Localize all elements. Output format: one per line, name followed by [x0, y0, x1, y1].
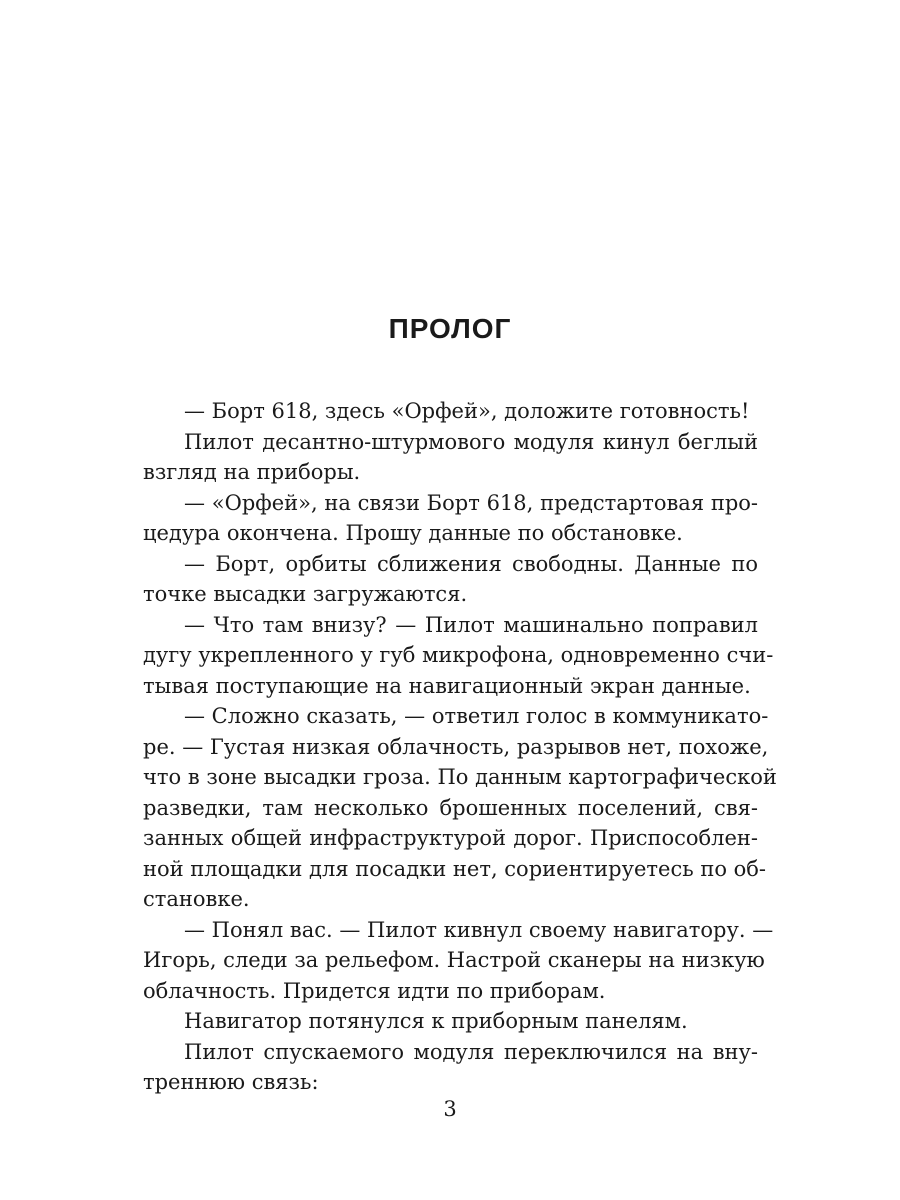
text-line: — Борт 618, здесь «Орфей», доложите готовность! — [184, 399, 750, 423]
text-line: Пилот спускаемого модуля переключился на вну- — [184, 1039, 758, 1064]
text-line: занных общей инфраструктурой дорог. Приспособлен- — [143, 826, 758, 850]
text-line: — Понял вас. — Пилот кивнул своему навигатору. — — [184, 917, 774, 942]
text-line: становке. — [143, 887, 250, 911]
text-line: цедура окончена. Прошу данные по обстановке. — [143, 521, 683, 545]
text-line: — Борт, орбиты сближения свободны. Данные по — [184, 551, 758, 576]
text-line: разведки, там несколько брошенных поселений, свя- — [143, 795, 758, 820]
chapter-title: ПРОЛОГ — [388, 313, 512, 344]
text-line: тывая поступающие на навигационный экран данные. — [143, 673, 751, 698]
prologue-text — [143, 396, 777, 1098]
text-line: Игорь, следи за рельефом. Настрой сканеры на низкую — [143, 948, 765, 972]
text-line: ной площадки для посадки нет, сориентируетесь по об- — [143, 856, 767, 881]
text-line: облачность. Придется идти по приборам. — [143, 978, 606, 1003]
text-line: ре. — Густая низкая облачность, разрывов нет, похоже, — [143, 734, 769, 759]
text-line: — Сложно сказать, — ответил голос в коммуникато- — [184, 704, 769, 728]
text-line: взгляд на приборы. — [143, 460, 361, 484]
page-number: 3 — [443, 1097, 457, 1121]
text-line: точке высадки загружаются. — [143, 582, 468, 606]
text-line: — Что там внизу? — Пилот машинально поправил — [184, 612, 758, 637]
text-line: треннюю связь: — [143, 1070, 319, 1094]
text-line: — «Орфей», на связи Борт 618, предстартовая про- — [184, 490, 758, 515]
text-line: что в зоне высадки гроза. По данным картографической — [143, 765, 777, 789]
text-line: Навигатор потянулся к приборным панелям. — [184, 1009, 688, 1033]
text-line: Пилот десантно-штурмового модуля кинул беглый — [184, 429, 758, 454]
text-line: дугу укрепленного у губ микрофона, одновременно счи- — [143, 643, 774, 667]
